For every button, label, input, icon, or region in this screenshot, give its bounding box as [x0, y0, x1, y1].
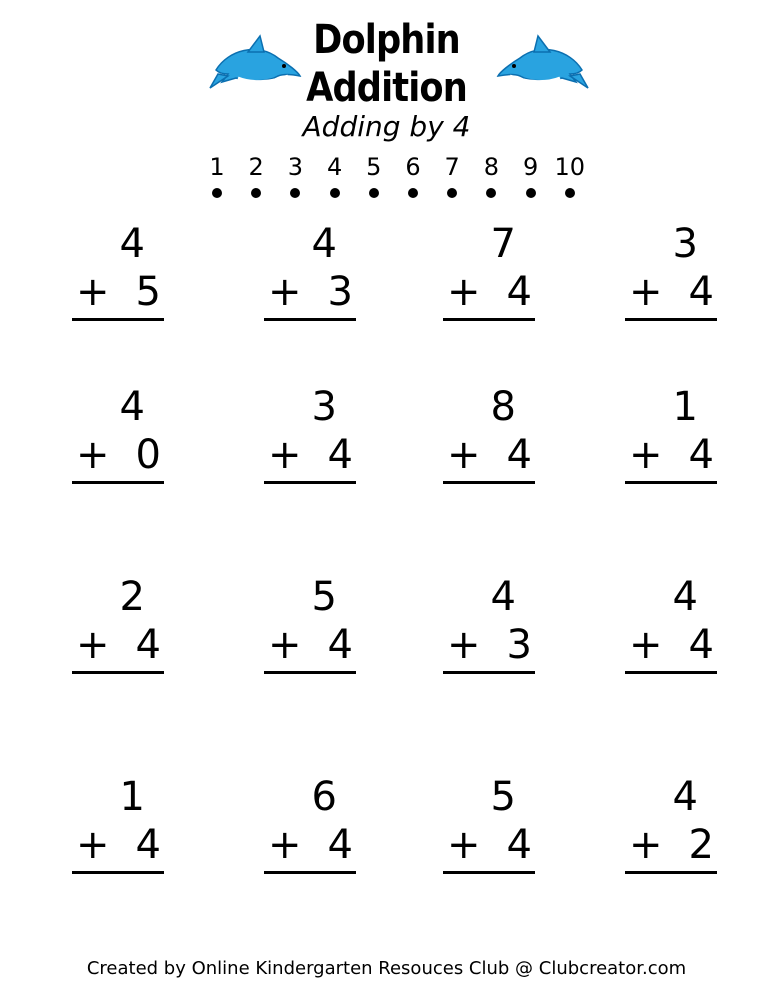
bottom-addend: 4 [327, 622, 353, 668]
addition-problem [625, 385, 720, 485]
bottom-row [264, 433, 359, 477]
page-subtitle: Adding by 4 [302, 110, 471, 143]
number-line-label: 4 [326, 153, 343, 181]
plus-sign: + [629, 432, 663, 478]
number-line-label: 1 [209, 153, 225, 181]
bottom-row [443, 823, 538, 867]
answer-line [625, 481, 717, 484]
bottom-row [625, 823, 720, 867]
answer-line [72, 671, 164, 674]
plus-sign: + [447, 269, 481, 315]
number-line-dot [330, 188, 340, 198]
footer-credit: Created by Online Kindergarten Resouces Club @ Clubcreator.com [86, 958, 687, 979]
number-line-dot [486, 188, 496, 198]
bottom-addend: 0 [135, 432, 161, 478]
bottom-row [625, 433, 720, 477]
answer-line [625, 871, 717, 874]
top-addend: 4 [490, 574, 516, 620]
plus-sign: + [268, 269, 302, 315]
top-addend: 5 [490, 774, 516, 820]
top-addend: 1 [119, 774, 145, 820]
number-line-dot [290, 188, 300, 198]
number-line-dot [408, 188, 418, 198]
answer-line [443, 871, 535, 874]
top-addend: 7 [490, 221, 516, 267]
bottom-row [625, 623, 720, 667]
bottom-addend: 4 [688, 622, 714, 668]
bottom-row [443, 433, 538, 477]
plus-sign: + [76, 269, 110, 315]
bottom-row [72, 270, 167, 314]
bottom-row [625, 270, 720, 314]
bottom-addend: 4 [688, 269, 714, 315]
answer-line [264, 671, 356, 674]
addition-problem [625, 222, 720, 322]
number-line-label: 10 [554, 153, 586, 181]
plus-sign: + [629, 822, 663, 868]
bottom-row [72, 823, 167, 867]
bottom-addend: 4 [506, 822, 532, 868]
number-line-dot [251, 188, 261, 198]
number-line [195, 152, 605, 202]
addition-problem [443, 575, 538, 675]
bottom-row [264, 270, 359, 314]
plus-sign: + [268, 822, 302, 868]
plus-sign: + [268, 432, 302, 478]
plus-sign: + [76, 622, 110, 668]
answer-line [625, 318, 717, 321]
addition-problem [72, 575, 167, 675]
bottom-addend: 4 [506, 432, 532, 478]
top-addend: 4 [119, 384, 145, 430]
answer-line [72, 871, 164, 874]
addition-problem [264, 385, 359, 485]
number-line-dot [447, 188, 457, 198]
answer-line [72, 481, 164, 484]
number-line-label: 2 [248, 153, 264, 181]
answer-line [264, 481, 356, 484]
answer-line [72, 318, 164, 321]
addition-problem [264, 222, 359, 322]
top-addend: 5 [311, 574, 337, 620]
number-line-dot [212, 188, 222, 198]
number-line-dot [526, 188, 536, 198]
top-addend: 6 [311, 774, 337, 820]
addition-problem [72, 385, 167, 485]
addition-problem [443, 775, 538, 875]
top-addend: 3 [311, 384, 337, 430]
number-line-label: 3 [287, 153, 304, 181]
answer-line [443, 671, 535, 674]
addition-problem [443, 385, 538, 485]
bottom-addend: 5 [135, 269, 161, 315]
top-addend: 4 [672, 574, 698, 620]
top-addend: 4 [311, 221, 337, 267]
bottom-addend: 4 [506, 269, 532, 315]
top-addend: 8 [490, 384, 516, 430]
bottom-row [72, 623, 167, 667]
plus-sign: + [629, 269, 663, 315]
plus-sign: + [447, 432, 481, 478]
plus-sign: + [629, 622, 663, 668]
top-addend: 3 [672, 221, 698, 267]
addition-problem [72, 222, 167, 322]
number-line-dot [369, 188, 379, 198]
bottom-addend: 4 [327, 822, 353, 868]
answer-line [264, 318, 356, 321]
bottom-addend: 3 [327, 269, 353, 315]
bottom-row [264, 623, 359, 667]
plus-sign: + [447, 622, 481, 668]
bottom-row [264, 823, 359, 867]
page-title-line-1: Dolphin [313, 17, 460, 63]
top-addend: 4 [672, 774, 698, 820]
plus-sign: + [268, 622, 302, 668]
answer-line [443, 481, 535, 484]
number-line-label: 5 [366, 153, 382, 181]
addition-problem [625, 575, 720, 675]
bottom-addend: 4 [688, 432, 714, 478]
number-line-dot [565, 188, 575, 198]
number-line-label: 7 [444, 153, 460, 181]
plus-sign: + [76, 432, 110, 478]
addition-problem [72, 775, 167, 875]
bottom-addend: 2 [688, 822, 714, 868]
bottom-row [443, 623, 538, 667]
top-addend: 1 [672, 384, 698, 430]
plus-sign: + [76, 822, 110, 868]
bottom-addend: 4 [135, 622, 161, 668]
addition-problem [264, 775, 359, 875]
page-title-line-2: Addition [306, 65, 467, 111]
answer-line [264, 871, 356, 874]
top-addend: 2 [119, 574, 145, 620]
bottom-row [443, 270, 538, 314]
answer-line [443, 318, 535, 321]
addition-problem [443, 222, 538, 322]
number-line-label: 6 [405, 153, 421, 181]
number-line-label: 9 [522, 153, 539, 181]
addition-problem [625, 775, 720, 875]
bottom-row [72, 433, 167, 477]
plus-sign: + [447, 822, 481, 868]
bottom-addend: 3 [506, 622, 532, 668]
answer-line [625, 671, 717, 674]
number-line-label: 8 [483, 153, 500, 181]
top-addend: 4 [119, 221, 145, 267]
addition-problem [264, 575, 359, 675]
bottom-addend: 4 [135, 822, 161, 868]
bottom-addend: 4 [327, 432, 353, 478]
